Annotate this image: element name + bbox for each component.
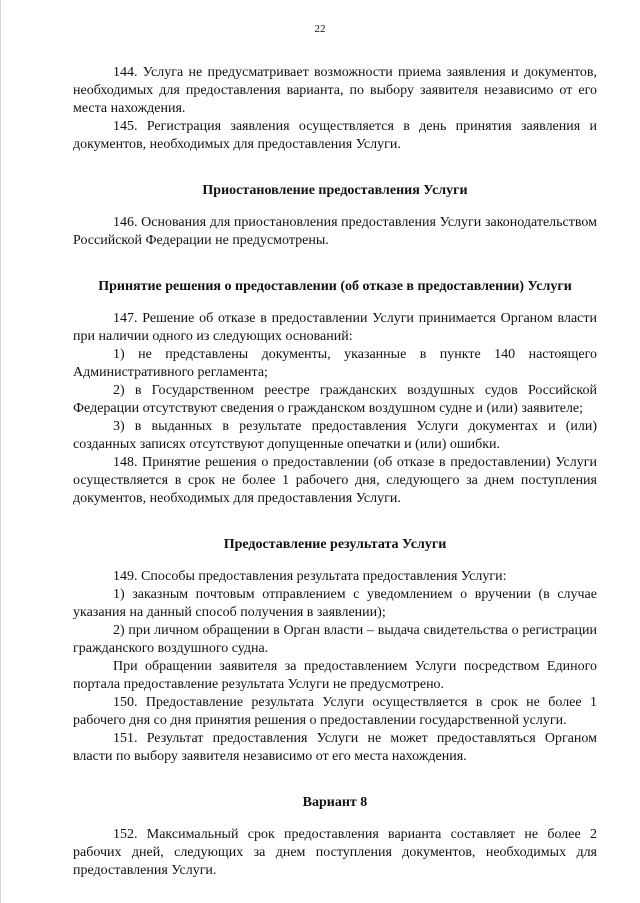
page-number: 22: [314, 23, 326, 35]
section-heading-decision: Принятие решения о предоставлении (об отказе в предоставлении) Услуги: [98, 279, 572, 294]
paragraph-portal-note: При обращении заявителя за предоставлением Услуги посредством Единого портала предоставление результата Услуги не предусмотрено.: [73, 659, 597, 692]
list-item-147-1: 1) не представлены документы, указанные в пункте 140 настоящего Административного регламента;: [73, 347, 597, 380]
list-item-149-2: 2) при личном обращении в Орган власти – выдача свидетельства о регистрации гражданского воздушного судна.: [73, 623, 597, 656]
paragraph-147: 147. Решение об отказе в предоставлении Услуги принимается Органом власти при наличии одного из следующих оснований:: [73, 311, 597, 344]
document-body: [73, 64, 597, 880]
list-item-149-1: 1) заказным почтовым отправлением с уведомлением о вручении (в случае указания на данный способ получения в заявлении);: [73, 587, 597, 620]
paragraph-146: 146. Основания для приостановления предоставления Услуги законодательством Российской Федерации не предусмотрены.: [73, 215, 597, 248]
paragraph-152: 152. Максимальный срок предоставления варианта составляет не более 2 рабочих дней, следующих за днем поступления документов, необходимых для предоставления Услуги.: [73, 827, 597, 878]
paragraph-151: 151. Результат предоставления Услуги не может предоставляться Органом власти по выбору заявителя независимо от его места нахождения.: [73, 731, 597, 764]
paragraph-144: 144. Услуга не предусматривает возможности приема заявления и документов, необходимых для предоставления варианта, по выбору заявителя независимо от его места нахождения.: [73, 65, 597, 116]
list-item-147-2: 2) в Государственном реестре гражданских воздушных судов Российской Федерации отсутствуют сведения о гражданском воздушном судне и (или) заявителе;: [73, 383, 597, 416]
section-heading-suspension: Приостановление предоставления Услуги: [202, 183, 468, 198]
paragraph-148: 148. Принятие решения о предоставлении (об отказе в предоставлении) Услуги осуществляется в срок не более 1 рабочего дня, следующего за днем поступления документов, необходимых для предоставления Услуги.: [73, 455, 597, 506]
paragraph-149: 149. Способы предоставления результата предоставления Услуги:: [113, 569, 507, 584]
paragraph-150: 150. Предоставление результата Услуги осуществляется в срок не более 1 рабочего дня со дня принятия решения о предоставлении государственной услуги.: [73, 695, 597, 728]
scan-edge-line: [0, 0, 1, 903]
section-heading-result: Предоставление результата Услуги: [223, 537, 447, 552]
section-heading-variant-8: Вариант 8: [302, 795, 368, 810]
paragraph-145: 145. Регистрация заявления осуществляется в день принятия заявления и документов, необходимых для предоставления Услуги.: [73, 119, 597, 152]
list-item-147-3: 3) в выданных в результате предоставления Услуги документах и (или) созданных записях отсутствуют допущенные опечатки и (или) ошибки.: [73, 419, 597, 452]
